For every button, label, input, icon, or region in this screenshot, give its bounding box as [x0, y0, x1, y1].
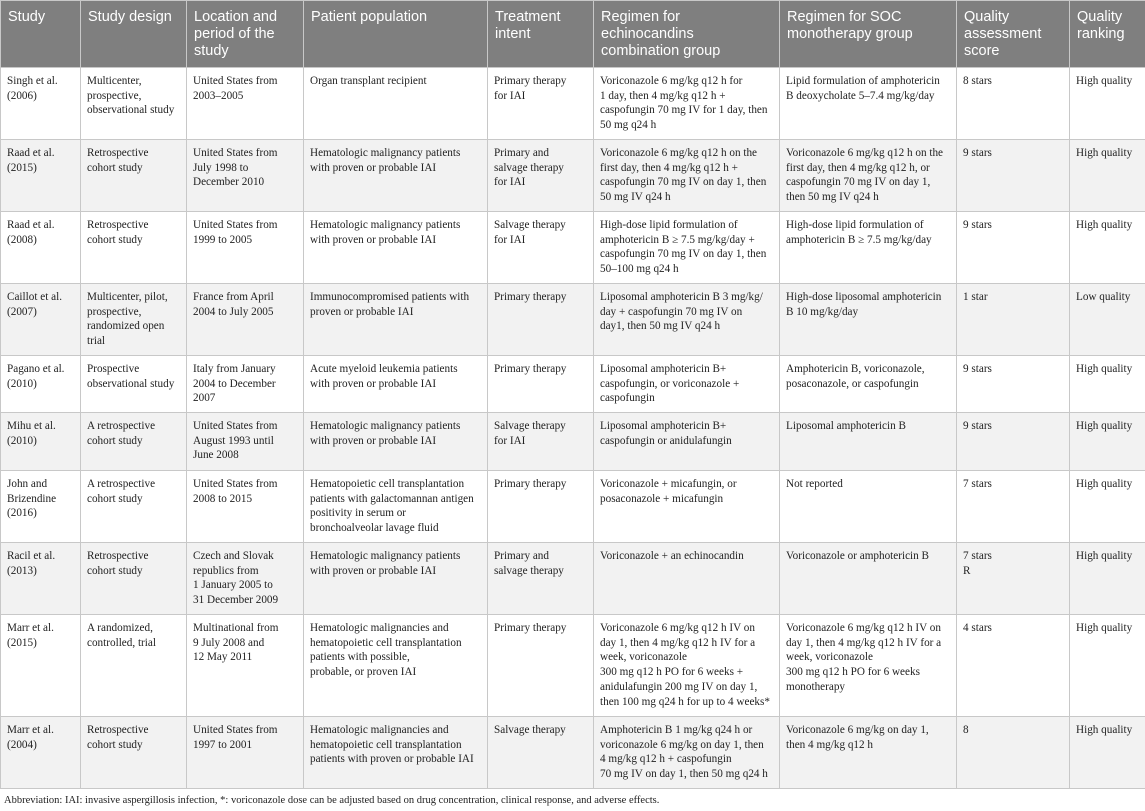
study-cell: Mihu et al. (2010)	[1, 413, 81, 471]
table-footnote: Abbreviation: IAI: invasive aspergillosis infection, *: voriconazole dose can be adjusted based on drug concentration, clinical response, and adverse effects.	[4, 795, 660, 806]
location-period-cell: United States from July 1998 to December 2010	[187, 140, 304, 212]
study-cell: Raad et al. (2015)	[1, 140, 81, 212]
combination-regimen-cell: High-dose lipid formulation of amphotericin B ≥ 7.5 mg/kg/day + caspofungin 70 mg IV on day 1, then 50–100 mg q24 h	[594, 212, 780, 284]
patient-population-cell: Hematopoietic cell transplantation patients with galactomannan antigen positivity in serum or bronchoalveolar lavage fluid	[304, 471, 488, 543]
study-cell: Marr et al. (2015)	[1, 615, 81, 717]
quality-score-cell: 1 star	[957, 284, 1070, 356]
quality-score-cell: 7 stars	[957, 471, 1070, 543]
quality-score-cell: 9 stars	[957, 413, 1070, 471]
treatment-intent-cell: Primary therapy for IAI	[488, 68, 594, 140]
study-design-cell: Retrospective cohort study	[81, 717, 187, 789]
location-period-cell: United States from 2008 to 2015	[187, 471, 304, 543]
table-row	[1, 615, 1145, 717]
study-cell: Raad et al. (2008)	[1, 212, 81, 284]
patient-population-cell: Acute myeloid leukemia patients with proven or probable IAI	[304, 356, 488, 413]
header-study-design: Study design	[81, 1, 187, 68]
patient-population-cell: Hematologic malignancy patients with proven or probable IAI	[304, 543, 488, 615]
study-cell: Singh et al. (2006)	[1, 68, 81, 140]
treatment-intent-cell: Salvage therapy	[488, 717, 594, 789]
study-design-cell: A retrospective cohort study	[81, 471, 187, 543]
quality-score-cell: 9 stars	[957, 212, 1070, 284]
location-period-cell: France from April 2004 to July 2005	[187, 284, 304, 356]
location-period-cell: United States from 1997 to 2001	[187, 717, 304, 789]
header-quality-ranking: Quality ranking	[1070, 1, 1145, 68]
study-design-cell: Retrospective cohort study	[81, 543, 187, 615]
location-period-cell: Czech and Slovak republics from 1 January 2005 to 31 December 2009	[187, 543, 304, 615]
table-row	[1, 471, 1145, 543]
patient-population-cell: Immunocompromised patients with proven or probable IAI	[304, 284, 488, 356]
treatment-intent-cell: Salvage therapy for IAI	[488, 212, 594, 284]
quality-score-cell: 9 stars	[957, 140, 1070, 212]
table-row	[1, 284, 1145, 356]
treatment-intent-cell: Salvage therapy for IAI	[488, 413, 594, 471]
patient-population-cell: Organ transplant recipient	[304, 68, 488, 140]
quality-ranking-cell: High quality	[1070, 471, 1145, 543]
study-design-cell: Retrospective cohort study	[81, 212, 187, 284]
quality-ranking-cell: High quality	[1070, 543, 1145, 615]
quality-score-cell: 8	[957, 717, 1070, 789]
combination-regimen-cell: Voriconazole + an echinocandin	[594, 543, 780, 615]
combination-regimen-cell: Liposomal amphotericin B+ caspofungin or anidulafungin	[594, 413, 780, 471]
study-cell: Caillot et al. (2007)	[1, 284, 81, 356]
table-row	[1, 356, 1145, 413]
quality-score-cell: 8 stars	[957, 68, 1070, 140]
patient-population-cell: Hematologic malignancy patients with proven or probable IAI	[304, 212, 488, 284]
patient-population-cell: Hematologic malignancy patients with proven or probable IAI	[304, 140, 488, 212]
quality-ranking-cell: High quality	[1070, 615, 1145, 717]
quality-score-cell: 4 stars	[957, 615, 1070, 717]
monotherapy-regimen-cell: Lipid formulation of amphotericin B deoxycholate 5–7.4 mg/kg/day	[780, 68, 957, 140]
combination-regimen-cell: Voriconazole + micafungin, or posaconazole + micafungin	[594, 471, 780, 543]
quality-ranking-cell: Low quality	[1070, 284, 1145, 356]
combination-regimen-cell: Voriconazole 6 mg/kg q12 h for 1 day, then 4 mg/kg q12 h + caspofungin 70 mg IV for 1 day, then 50 mg q24 h	[594, 68, 780, 140]
monotherapy-regimen-cell: Liposomal amphotericin B	[780, 413, 957, 471]
location-period-cell: United States from 2003–2005	[187, 68, 304, 140]
quality-ranking-cell: High quality	[1070, 140, 1145, 212]
treatment-intent-cell: Primary therapy	[488, 284, 594, 356]
study-cell: John and Brizendine (2016)	[1, 471, 81, 543]
treatment-intent-cell: Primary and salvage therapy for IAI	[488, 140, 594, 212]
monotherapy-regimen-cell: Voriconazole 6 mg/kg q12 h IV on day 1, then 4 mg/kg q12 h IV for a week, voriconazole 300 mg q12 h PO for 6 weeks monotherapy	[780, 615, 957, 717]
monotherapy-regimen-cell: Voriconazole or amphotericin B	[780, 543, 957, 615]
quality-score-cell: 7 stars R	[957, 543, 1070, 615]
combination-regimen-cell: Voriconazole 6 mg/kg q12 h IV on day 1, then 4 mg/kg q12 h IV for a week, voriconazole 300 mg q12 h PO for 6 weeks + anidulafungin 200 mg IV on day 1, then 100 mg q24 h for up to 4 weeks*	[594, 615, 780, 717]
study-cell: Marr et al. (2004)	[1, 717, 81, 789]
header-monotherapy-regimen: Regimen for SOC monotherapy group	[780, 1, 957, 68]
header-quality-score: Quality assessment score	[957, 1, 1070, 68]
quality-ranking-cell: High quality	[1070, 212, 1145, 284]
study-cell: Pagano et al. (2010)	[1, 356, 81, 413]
study-cell: Racil et al. (2013)	[1, 543, 81, 615]
combination-regimen-cell: Amphotericin B 1 mg/kg q24 h or voriconazole 6 mg/kg on day 1, then 4 mg/kg q12 h + caspofungin 70 mg IV on day 1, then 50 mg q24 h	[594, 717, 780, 789]
table-row	[1, 140, 1145, 212]
monotherapy-regimen-cell: High-dose lipid formulation of amphotericin B ≥ 7.5 mg/kg/day	[780, 212, 957, 284]
location-period-cell: United States from August 1993 until June 2008	[187, 413, 304, 471]
combination-regimen-cell: Liposomal amphotericin B+ caspofungin, or voriconazole + caspofungin	[594, 356, 780, 413]
table-row	[1, 68, 1145, 140]
monotherapy-regimen-cell: High-dose liposomal amphotericin B 10 mg/kg/day	[780, 284, 957, 356]
monotherapy-regimen-cell: Amphotericin B, voriconazole, posaconazole, or caspofungin	[780, 356, 957, 413]
quality-score-cell: 9 stars	[957, 356, 1070, 413]
treatment-intent-cell: Primary therapy	[488, 471, 594, 543]
header-study: Study	[1, 1, 81, 68]
study-design-cell: A randomized, controlled, trial	[81, 615, 187, 717]
header-combination-regimen: Regimen for echinocandins combination group	[594, 1, 780, 68]
monotherapy-regimen-cell: Voriconazole 6 mg/kg q12 h on the first day, then 4 mg/kg q12 h, or caspofungin 70 mg IV on day 1, then 50 mg IV q24 h	[780, 140, 957, 212]
quality-ranking-cell: High quality	[1070, 413, 1145, 471]
table-row	[1, 543, 1145, 615]
header-treatment-intent: Treatment intent	[488, 1, 594, 68]
location-period-cell: Italy from January 2004 to December 2007	[187, 356, 304, 413]
header-patient-population: Patient population	[304, 1, 488, 68]
study-design-cell: Prospective observational study	[81, 356, 187, 413]
patient-population-cell: Hematologic malignancy patients with proven or probable IAI	[304, 413, 488, 471]
monotherapy-regimen-cell: Voriconazole 6 mg/kg on day 1, then 4 mg/kg q12 h	[780, 717, 957, 789]
header-row	[1, 1, 1145, 68]
study-design-cell: Multicenter, prospective, observational study	[81, 68, 187, 140]
patient-population-cell: Hematologic malignancies and hematopoietic cell transplantation patients with possible, probable, or proven IAI	[304, 615, 488, 717]
treatment-intent-cell: Primary therapy	[488, 615, 594, 717]
table-row	[1, 413, 1145, 471]
treatment-intent-cell: Primary therapy	[488, 356, 594, 413]
table-row	[1, 717, 1145, 789]
study-design-cell: Multicenter, pilot, prospective, randomized open trial	[81, 284, 187, 356]
combination-regimen-cell: Liposomal amphotericin B 3 mg/kg/ day + caspofungin 70 mg IV on day1, then 50 mg IV q24 h	[594, 284, 780, 356]
treatment-intent-cell: Primary and salvage therapy	[488, 543, 594, 615]
quality-ranking-cell: High quality	[1070, 68, 1145, 140]
quality-ranking-cell: High quality	[1070, 717, 1145, 789]
table-row	[1, 212, 1145, 284]
header-location-period: Location and period of the study	[187, 1, 304, 68]
patient-population-cell: Hematologic malignancies and hematopoietic cell transplantation patients with proven or probable IAI	[304, 717, 488, 789]
monotherapy-regimen-cell: Not reported	[780, 471, 957, 543]
quality-ranking-cell: High quality	[1070, 356, 1145, 413]
combination-regimen-cell: Voriconazole 6 mg/kg q12 h on the first day, then 4 mg/kg q12 h + caspofungin 70 mg IV on day 1, then 50 mg IV q24 h	[594, 140, 780, 212]
study-design-cell: A retrospective cohort study	[81, 413, 187, 471]
location-period-cell: Multinational from 9 July 2008 and 12 May 2011	[187, 615, 304, 717]
location-period-cell: United States from 1999 to 2005	[187, 212, 304, 284]
study-design-cell: Retrospective cohort study	[81, 140, 187, 212]
